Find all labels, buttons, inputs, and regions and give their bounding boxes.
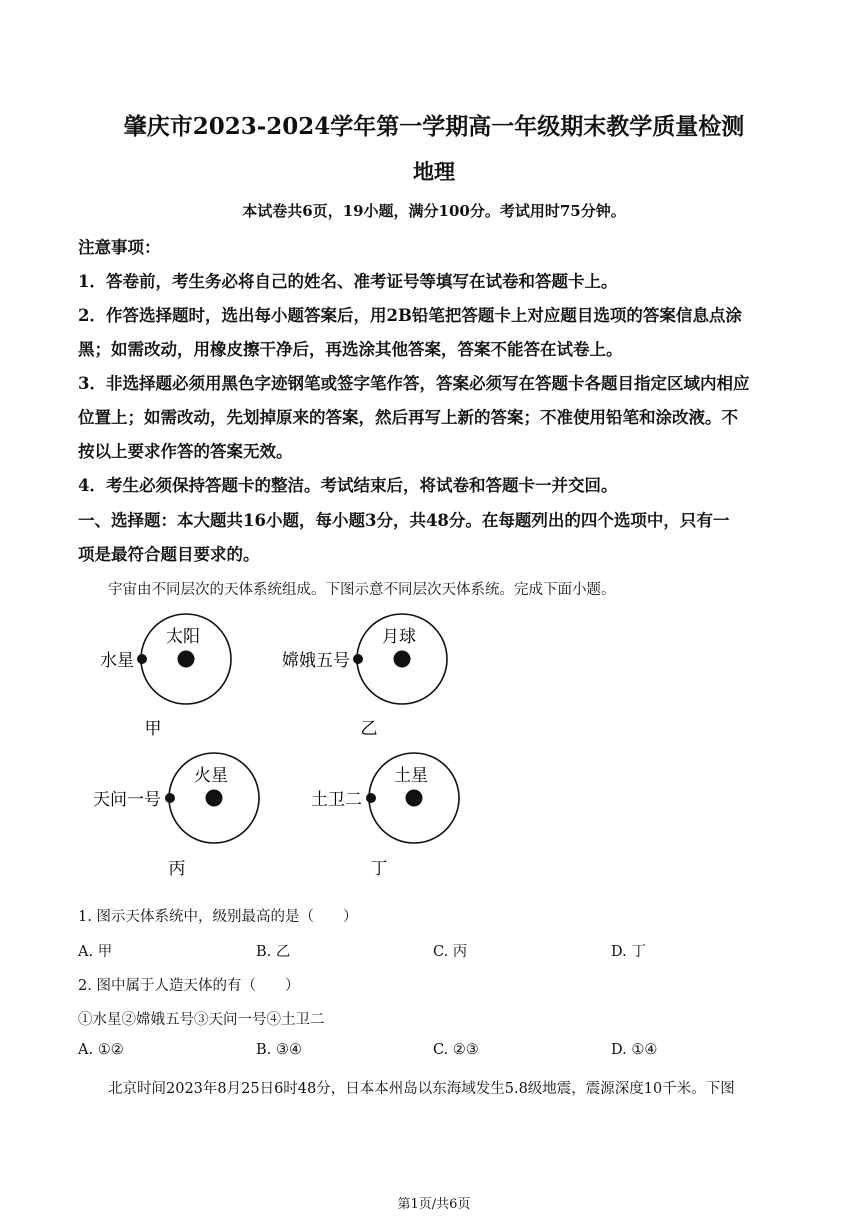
orbiter-label: 嫦娥五号 — [282, 651, 350, 671]
center-label: 土星 — [394, 766, 428, 786]
note-item-2-line-2: 黑；如需改动，用橡皮擦干净后，再选涂其他答案，答案不能答在试卷上。 — [78, 340, 623, 359]
note-item-2-line-1: 2．作答选择题时，选出每小题答案后，用2B铅笔把答题卡上对应题目选项的答案信息点涂 — [78, 306, 742, 325]
q2-option-b[interactable]: B. ③④ — [256, 1042, 302, 1058]
note-item-3-line-1: 3．非选择题必须用黑色字迹钢笔或签字笔作答，答案必须写在答题卡各题目指定区域内相应 — [78, 374, 750, 393]
q2-option-a[interactable]: A. ①② — [78, 1042, 124, 1058]
orbiter-label: 土卫二 — [311, 790, 362, 810]
system-jia — [100, 614, 231, 739]
orbiter-label: 水星 — [100, 651, 134, 671]
q2-option-d[interactable]: D. ①④ — [611, 1042, 658, 1058]
center-body — [178, 651, 195, 668]
question-intro: 宇宙由不同层次的天体系统组成。下图示意不同层次天体系统。完成下面小题。 — [108, 582, 616, 598]
note-item-3-line-3: 按以上要求作答的答案无效。 — [78, 442, 293, 461]
center-body — [406, 790, 423, 807]
system-tag: 甲 — [144, 719, 162, 739]
center-body — [394, 651, 411, 668]
question-1-stem: 1. 图示天体系统中，级别最高的是（ ） — [78, 909, 358, 925]
note-item-3-line-2: 位置上；如需改动，先划掉原来的答案，然后再写上新的答案；不准使用铅笔和涂改液。不 — [78, 408, 738, 427]
subject-title: 地理 — [413, 159, 455, 184]
exam-info: 本试卷共6页，19小题，满分100分。考试用时75分钟。 — [242, 202, 626, 220]
q1-option-d[interactable]: D. 丁 — [611, 944, 646, 960]
section1-heading-line-1: 一、选择题：本大题共16小题，每小题3分，共48分。在每题列出的四个选项中，只有一 — [78, 511, 730, 530]
system-tag: 乙 — [360, 719, 378, 739]
center-body — [206, 790, 223, 807]
q1-option-c[interactable]: C. 丙 — [433, 944, 468, 960]
system-ding — [311, 753, 459, 879]
notes-heading: 注意事项： — [78, 238, 161, 257]
center-label: 火星 — [194, 766, 228, 786]
orbiting-body — [165, 793, 175, 803]
celestial-systems-diagram — [0, 600, 868, 890]
orbiting-body — [366, 793, 376, 803]
q1-option-a[interactable]: A. 甲 — [78, 944, 113, 960]
note-item-1: 1．答卷前，考生务必将自己的姓名、准考证号等填写在试卷和答题卡上。 — [78, 272, 618, 291]
section1-heading-line-2: 项是最符合题目要求的。 — [78, 545, 260, 564]
system-tag: 丙 — [168, 859, 186, 879]
question-2-items: ①水星②嫦娥五号③天问一号④土卫二 — [78, 1012, 325, 1028]
page-number: 第1页/共6页 — [397, 1197, 471, 1212]
center-label: 月球 — [382, 627, 416, 647]
orbiter-label: 天问一号 — [93, 790, 161, 810]
center-label: 太阳 — [166, 627, 200, 647]
q2-option-c[interactable]: C. ②③ — [433, 1042, 479, 1058]
question-2-stem: 2. 图中属于人造天体的有（ ） — [78, 978, 300, 994]
q1-option-b[interactable]: B. 乙 — [256, 944, 291, 960]
orbiting-body — [353, 654, 363, 664]
system-tag: 丁 — [370, 859, 388, 879]
passage-earthquake: 北京时间2023年8月25日6时48分，日本本州岛以东海域发生5.8级地震，震源深度10千米。下图 — [108, 1081, 735, 1097]
note-item-4: 4．考生必须保持答题卡的整洁。考试结束后，将试卷和答题卡一并交回。 — [78, 476, 618, 495]
system-yi — [282, 614, 447, 739]
exam-title: 肇庆市2023-2024学年第一学期高一年级期末教学质量检测 — [123, 113, 745, 140]
system-bing — [93, 753, 259, 879]
orbiting-body — [137, 654, 147, 664]
